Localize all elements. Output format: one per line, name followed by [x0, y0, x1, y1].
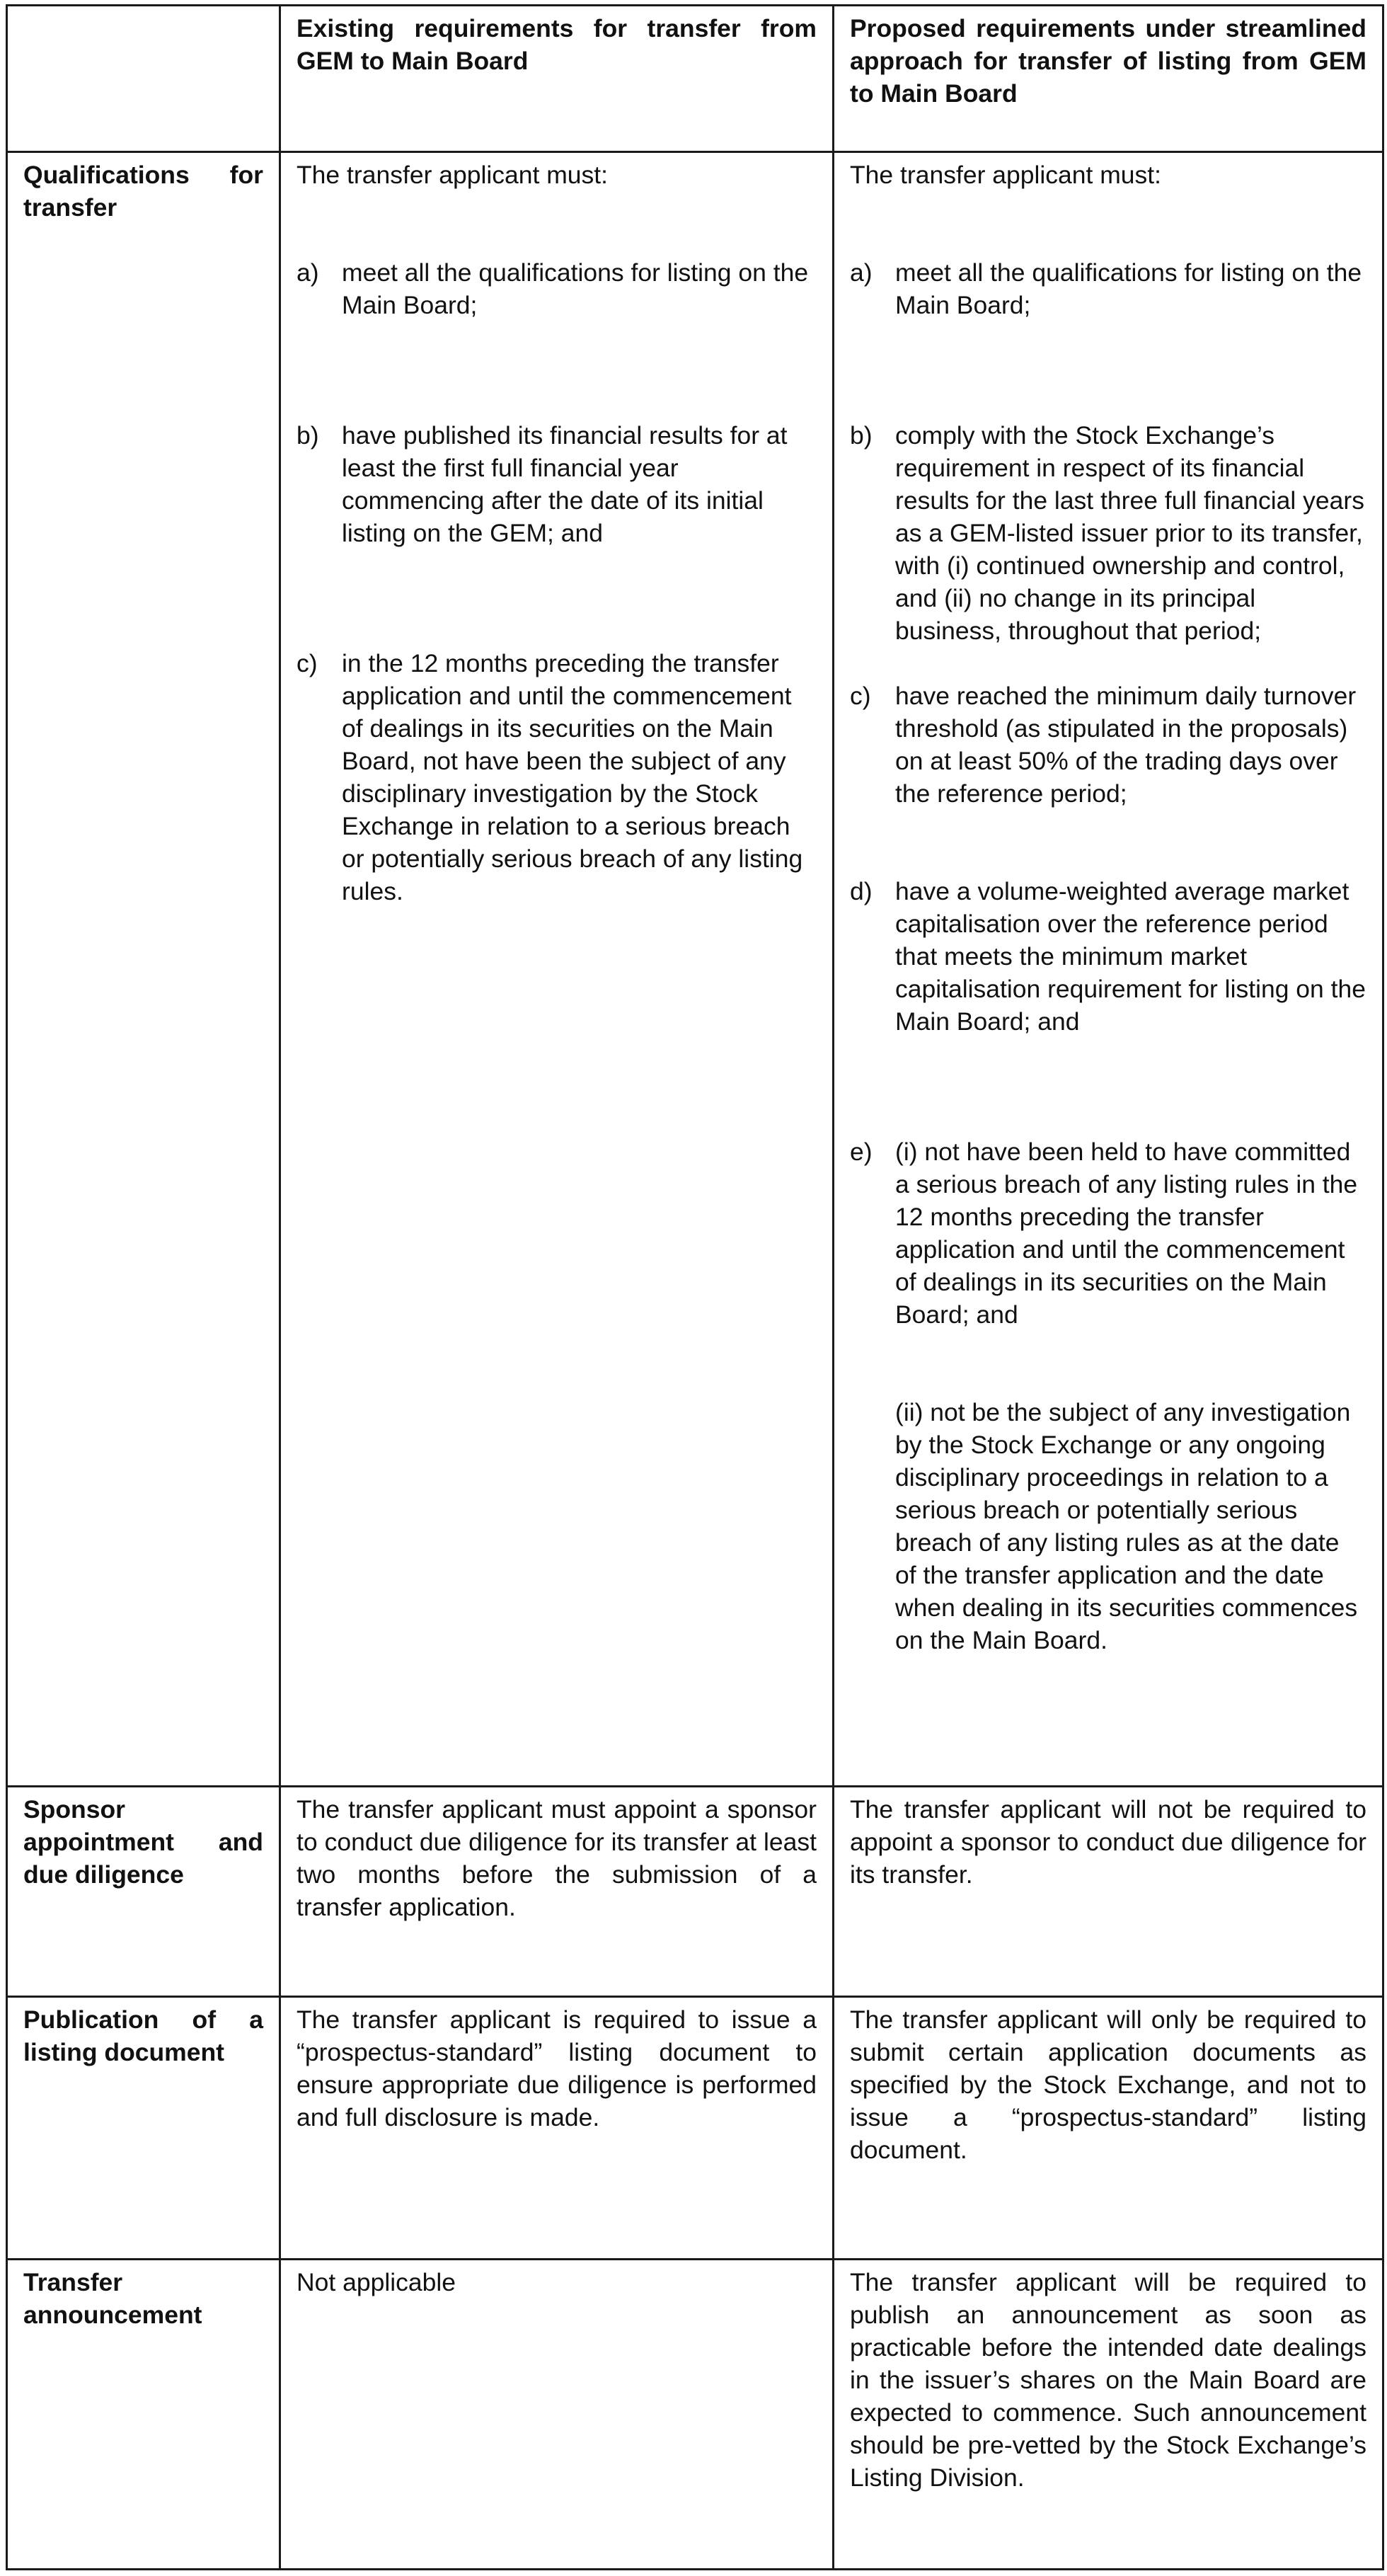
qualifications-proposed-cell — [834, 152, 1383, 1787]
item-text: meet all the qualifications for listing on the Main Board; — [342, 258, 809, 319]
proposed-item-c — [850, 680, 1366, 810]
item-text: in the 12 months preceding the transfer application and until the commencement of dealings in its securities on the Main Board, not have been the subject of any disciplinary investigation by the Stock Exchange in relation to a serious breach or potentially serious breach of any listing rules. — [342, 649, 803, 905]
item-text: meet all the qualifications for listing on the Main Board; — [895, 258, 1362, 319]
header-existing: Existing requirements for transfer from GEM to Main Board — [280, 6, 834, 152]
item-marker: b) — [297, 421, 319, 450]
qualifications-existing-cell — [280, 152, 834, 1787]
item-text: have published its financial results for at least the first full financial year commencing after the date of its initial listing on the GEM; and — [342, 421, 788, 547]
item-marker: b) — [850, 421, 873, 450]
qualifications-row — [7, 152, 1383, 1787]
publication-proposed: The transfer applicant will only be required to submit certain application documents as specified by the Stock Exchange, and not to issue a “prospectus-standard” listing document. — [834, 1997, 1383, 2260]
header-row — [7, 6, 1383, 152]
proposed-item-d — [850, 875, 1366, 1038]
announcement-proposed: The transfer applicant will be required to publish an announcement as soon as practicable before the intended date dealings in the issuer’s shares on the Main Board are expected to commence. Such announcement should be pre-vetted by the Stock Exchange’s Listing Division. — [834, 2260, 1383, 2570]
item-text: (i) not have been held to have committed a serious breach of any listing rules in the 12 months preceding the transfer application and until the commencement of dealings in its securities on the Main Board; and — [895, 1138, 1358, 1329]
header-proposed: Proposed requirements under streamlined approach for transfer of listing from GEM to Main Board — [834, 6, 1383, 152]
item-marker: e) — [850, 1138, 873, 1166]
item-marker: a) — [850, 258, 873, 287]
announcement-existing: Not applicable — [280, 2260, 834, 2570]
item-text: comply with the Stock Exchange’s requirement in respect of its financial results for the last three full financial years as a GEM-listed issuer prior to its transfer, with (i) continued ownership and control, and (ii) no change in its principal business, throughout that period; — [895, 421, 1364, 645]
announcement-label: Transfer announcement — [7, 2260, 280, 2570]
item-marker: c) — [297, 649, 318, 677]
item-text: have reached the minimum daily turnover threshold (as stipulated in the proposals) on at least 50% of the trading days over the reference period; — [895, 682, 1357, 808]
existing-item-c — [297, 647, 817, 908]
sponsor-proposed: The transfer applicant will not be required to appoint a sponsor to conduct due diligence for its transfer. — [834, 1787, 1383, 1997]
sponsor-existing: The transfer applicant must appoint a sponsor to conduct due diligence for its transfer at least two months before the submission of a transfer application. — [280, 1787, 834, 1997]
item-marker: c) — [850, 682, 871, 710]
sponsor-label: Sponsor appointment and due diligence — [7, 1787, 280, 1997]
proposed-item-b — [850, 419, 1366, 647]
publication-row — [7, 1997, 1383, 2260]
proposed-item-e — [850, 1135, 1366, 1331]
proposed-item-e-sub: (ii) not be the subject of any investigation by the Stock Exchange or any ongoing disciplinary proceedings in relation to a serious breach or potentially serious breach of any listing rules as at the date of the transfer application and the date when dealing in its securities commences on the Main Board. — [895, 1398, 1358, 1654]
sponsor-row — [7, 1787, 1383, 1997]
existing-item-a — [297, 256, 817, 321]
existing-intro: The transfer applicant must: — [297, 161, 609, 189]
proposed-item-a — [850, 256, 1366, 321]
publication-label: Publication of a listing document — [7, 1997, 280, 2260]
publication-existing: The transfer applicant is required to issue a “prospectus-standard” listing document to ensure appropriate due diligence is performed and full disclosure is made. — [280, 1997, 834, 2260]
existing-item-b — [297, 419, 817, 549]
item-marker: a) — [297, 258, 319, 287]
item-text: have a volume-weighted average market capitalisation over the reference period that meets the minimum market capitalisation requirement for listing on the Main Board; and — [895, 877, 1366, 1036]
header-empty-cell — [7, 6, 280, 152]
proposed-intro: The transfer applicant must: — [850, 161, 1162, 189]
announcement-row — [7, 2260, 1383, 2570]
qualifications-label: Qualifications for transfer — [7, 152, 280, 1787]
item-marker: d) — [850, 877, 873, 905]
comparison-table — [6, 4, 1384, 2570]
